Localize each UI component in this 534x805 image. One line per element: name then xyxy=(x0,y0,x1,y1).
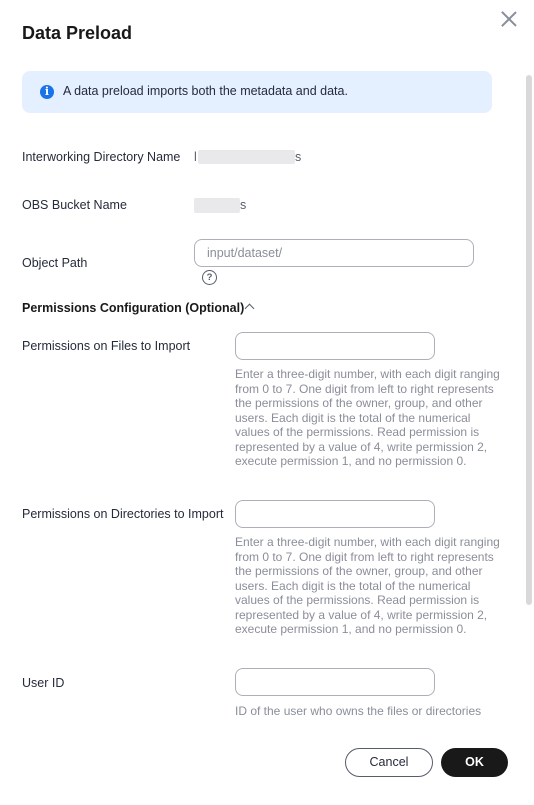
interworking-directory-value-suffix: s xyxy=(295,150,302,164)
object-path-input[interactable] xyxy=(195,240,473,266)
files-permissions-label: Permissions on Files to Import xyxy=(22,339,191,353)
interworking-directory-value-prefix: l xyxy=(194,150,197,164)
files-permissions-input[interactable] xyxy=(236,333,434,359)
obs-bucket-value-suffix: s xyxy=(240,198,247,212)
info-icon: i xyxy=(40,85,54,99)
dialog-body[interactable] xyxy=(0,55,534,725)
directories-permissions-hint: Enter a three-digit number, with each digit ranging from 0 to 7. One digit from left to right represents the permissions of the owner, group, and other users. Each digit is the total of the numerical values of the permissions. Read permission is represented by a value of 4, write permission 2, execute permission 1, and no permission 0. xyxy=(235,535,500,636)
user-id-hint: ID of the user who owns the files or directories xyxy=(235,704,482,718)
files-permissions-input-wrapper xyxy=(235,332,435,360)
ok-button[interactable]: OK xyxy=(441,748,508,777)
chevron-up-icon[interactable] xyxy=(245,304,255,314)
directories-permissions-input[interactable] xyxy=(236,501,434,527)
redacted-value xyxy=(194,198,240,213)
info-alert xyxy=(22,71,492,113)
alert-text: A data preload imports both the metadata and data. xyxy=(63,84,348,98)
directories-permissions-input-wrapper xyxy=(235,500,435,528)
cancel-button[interactable]: Cancel xyxy=(345,748,433,777)
files-permissions-hint: Enter a three-digit number, with each digit ranging from 0 to 7. One digit from left to right represents the permissions of the owner, group, and other users. Each digit is the total of the numerical values of the permissions. Read permission is represented by a value of 4, write permission 2, execute permission 1, and no permission 0. xyxy=(235,367,500,468)
dialog-title: Data Preload xyxy=(22,23,133,43)
object-path-label: Object Path xyxy=(22,256,88,270)
interworking-directory-label: Interworking Directory Name xyxy=(22,150,181,164)
close-icon[interactable] xyxy=(498,8,520,30)
user-id-input-wrapper xyxy=(235,668,435,696)
redacted-value xyxy=(198,150,295,164)
object-path-input-wrapper xyxy=(194,239,474,267)
scrollbar[interactable] xyxy=(526,75,532,605)
user-id-label: User ID xyxy=(22,676,65,690)
permissions-section-title: Permissions Configuration (Optional) xyxy=(22,301,245,315)
directories-permissions-label: Permissions on Directories to Import xyxy=(22,507,224,521)
help-icon[interactable]: ? xyxy=(202,270,217,285)
obs-bucket-label: OBS Bucket Name xyxy=(22,198,127,212)
user-id-input[interactable] xyxy=(236,669,434,695)
